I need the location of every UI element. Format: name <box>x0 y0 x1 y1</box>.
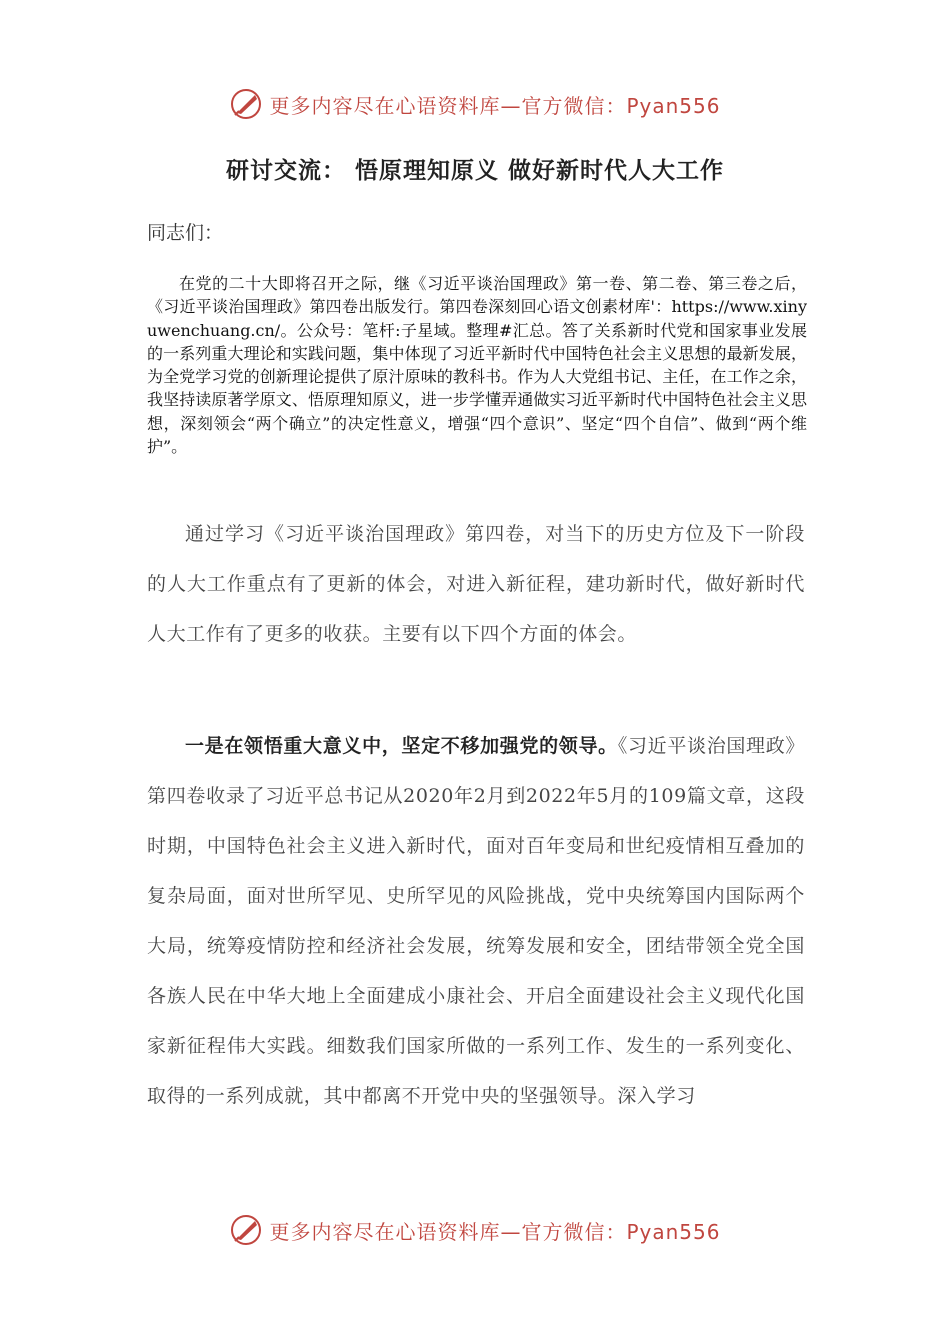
paragraph-point-one-lead: 一是在领悟重大意义中，坚定不移加强党的领导。 <box>185 735 618 757</box>
paragraph-intro: 在党的二十大即将召开之际，继《习近平谈治国理政》第一卷、第二卷、第三卷之后，《习近平谈治国理政》第四卷出版发行。第四卷深刻回心语文创素材库'：https://www.xinyuwenchuang.cn/。公众号：笔杆:子星域。整理#汇总。答了关系新时代党和国家事业发展的一系列重大理论和实践问题，集中体现了习近平新时代中国特色社会主义思想的最新发展，为全党学习党的创新理论提供了原汁原味的教科书。作为人大党组书记、主任，在工作之余，我坚持读原著学原文、悟原理知原义，进一步学懂弄通做实习近平新时代中国特色社会主义思想，深刻领会“两个确立”的决定性意义，增强“四个意识”、坚定“四个自信”、做到“两个维护”。 <box>147 274 807 457</box>
quill-logo-icon <box>229 87 263 121</box>
header-watermark-text: 更多内容尽在心语资料库—官方微信：Pyan556 <box>269 93 721 118</box>
footer-watermark-text: 更多内容尽在心语资料库—官方微信：Pyan556 <box>269 1219 721 1244</box>
document-title: 研讨交流： 悟原理知原义 做好新时代人大工作 <box>225 157 724 184</box>
quill-logo-icon <box>229 1213 263 1247</box>
greeting: 同志们： <box>147 222 224 244</box>
paragraph-point-one <box>147 721 805 1121</box>
header-watermark-banner <box>0 84 950 124</box>
paragraph-point-one-body: 《习近平谈治国理政》第四卷收录了习近平总书记从2020年2月到2022年5月的109篇文章，这段时期，中国特色社会主义进入新时代，面对百年变局和世纪疫情相互叠加的复杂局面，面对世所罕见、史所罕见的风险挑战，党中央统筹国内国际两个大局，统筹疫情防控和经济社会发展，统筹发展和安全，团结带领全党全国各族人民在中华大地上全面建成小康社会、开启全面建设社会主义现代化国家新征程伟大实践。细数我们国家所做的一系列工作、发生的一系列变化、取得的一系列成就，其中都离不开党中央的坚强领导。深入学习 <box>147 735 805 1107</box>
paragraph-study-summary: 通过学习《习近平谈治国理政》第四卷，对当下的历史方位及下一阶段的人大工作重点有了更新的体会，对进入新征程，建功新时代，做好新时代人大工作有了更多的收获。主要有以下四个方面的体会。 <box>147 523 805 645</box>
footer-watermark-banner <box>0 1210 950 1250</box>
